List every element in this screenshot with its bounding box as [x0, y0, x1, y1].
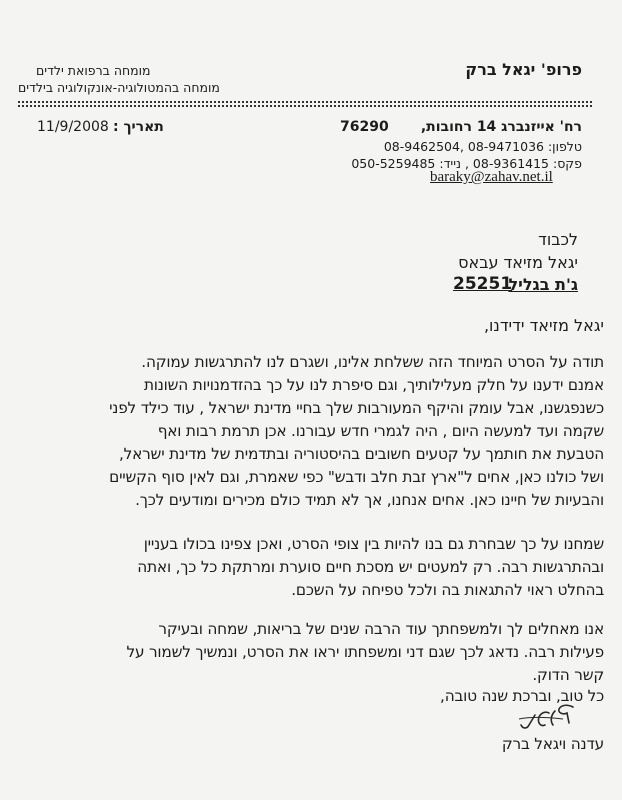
- paragraph-1-line: שקמה ועד למעשה היום , היה לגמרי חדש עבורנו. אכן תרמת רבות ואף: [157, 422, 604, 440]
- paragraph-1-line: כשנפגשנו, אבל עומק והיקף המעורבות שלך בחיי מדינת ישראל , עוד כילד לפני: [109, 399, 604, 417]
- phone-numbers: טלפון: 08-9471036 ,08-9462504: [383, 139, 582, 154]
- signature-name: עדנה ויגאל ברק: [501, 735, 604, 753]
- greeting: יגאל מזיאד ידידנו,: [483, 316, 604, 335]
- header-divider-top: [18, 101, 592, 103]
- handwritten-signature: [515, 701, 580, 733]
- email-link[interactable]: baraky@zahav.net.il: [430, 169, 553, 185]
- paragraph-1-line: הטבעת את חותמך על קטעים חשובים בהיסטוריה ובתדמית של מדינת ישראל,: [118, 445, 604, 463]
- recipient-place: ג'ת בגליל: [508, 275, 578, 294]
- paragraph-3-line: פעילות רבה. נדאג לכך שגם דני ומשפחתו יראו את הסרט, ונמשיך לשמור על: [126, 643, 604, 661]
- recipient-name: יגאל מזיאד עבאס: [458, 253, 578, 272]
- doctor-name: פרופ' יגאל ברק: [465, 60, 582, 79]
- paragraph-1-line: אמנם ידענו על חלק מעלילותיך, וגם סיפרת לנו על כך בהזדמנויות השונות: [143, 376, 604, 394]
- zip-code: 76290: [340, 119, 389, 135]
- paragraph-3-line: אנו מאחלים לך ולמשפחתך עוד הרבה שנים של בריאות, שמחה ובעיקר: [158, 620, 604, 638]
- date-label: תאריך :: [113, 119, 164, 135]
- paragraph-2-line: בהחלט ראוי להתגאות בה ולכל טפיחה על השכם.: [291, 581, 604, 599]
- header-divider-bottom: [18, 105, 592, 107]
- closing-line: כל טוב, וברכת שנה טובה,: [440, 687, 604, 705]
- paragraph-1-line: ושל כולנו כאן, אחים ל"ארץ זבת חלב ודבש" כפי שאמרת, וגם לאין סוף הקשיים: [109, 468, 604, 486]
- paragraph-3-line: קשר הדוק.: [532, 666, 604, 684]
- paragraph-1-line: תודה על הסרט המיוחד הזה ששלחת אלינו, ושגרם לנו להתרגשות עמוקה.: [141, 353, 604, 371]
- specialty-hemato-oncology: מומחה בהמטולוגיה-אונקולוגיה בילדים: [18, 80, 220, 95]
- street-address: רח' אייזנברג 14 רחובות,: [420, 119, 582, 135]
- paragraph-2-line: שמחנו על כך שבחרת גם בנו להיות בין צופי הסרט, ואכן צפינו בכולו בעניין: [143, 535, 604, 553]
- date-value: 11/9/2008: [37, 119, 109, 135]
- fax-mobile-numbers: פקס: 08-9361415 , נייד: 050-5259485: [351, 156, 582, 171]
- paragraph-2-line: ובהתרגשות רבה. רק למעטים יש מסכת חיים סוערת ומרתקת כל כך, ואתה: [137, 558, 604, 576]
- honorific: לכבוד: [538, 230, 578, 249]
- recipient-postcode: 25251: [453, 274, 513, 294]
- paragraph-1-line: והבעיות של חיינו כאן. אחים אנחנו, אך לא תמיד כולם מכירים ומודעים לכך.: [135, 491, 604, 509]
- specialty-pediatrics: מומחה ברפואת ילדים: [36, 63, 151, 78]
